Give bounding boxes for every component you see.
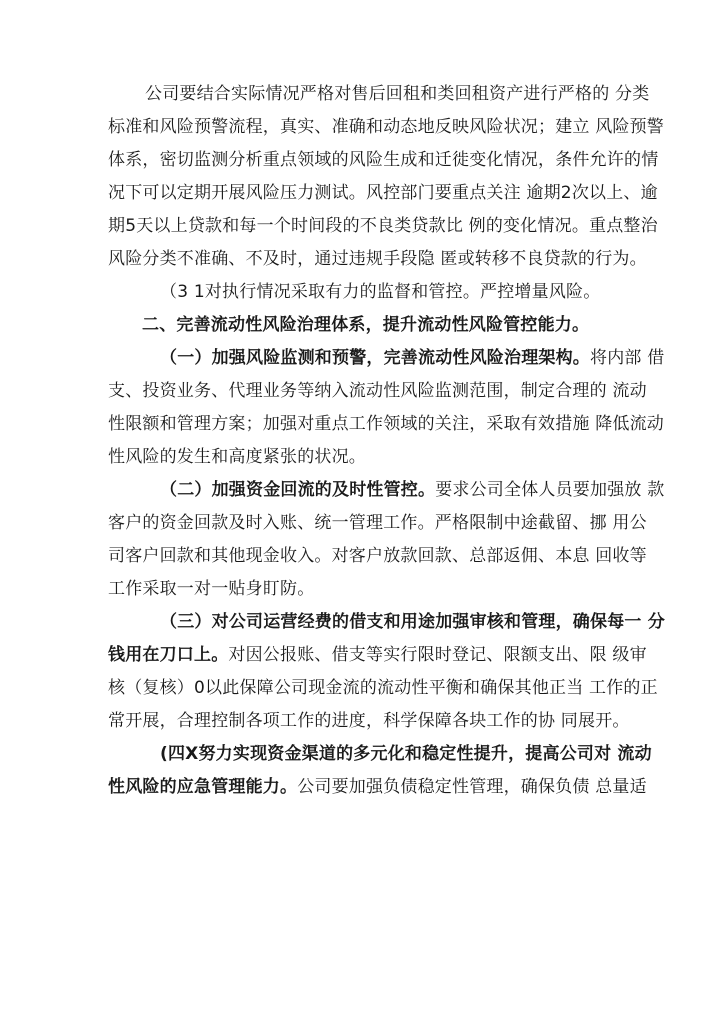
text-run: 标准和风险预警流程，真实、准确和动态地反映风险状况；建立 风险预警	[108, 117, 665, 137]
text-line	[108, 115, 665, 139]
text-line	[108, 148, 659, 172]
text-run-bold: （三）对公司运营经费的借支和用途加强审核和管理，确保每一 分	[160, 612, 665, 632]
text-line	[160, 346, 665, 370]
text-run: 性风险的发生和高度紧张的状况。	[108, 447, 366, 467]
text-run: 期5天以上贷款和每一个时间段的不良类贷款比 例的变化情况。重点整治	[108, 216, 658, 236]
text-line	[108, 709, 630, 733]
text-line	[108, 511, 647, 535]
text-line	[108, 247, 647, 271]
text-run: 公司要加强负债稳定性管理，确保负债 总量适	[297, 777, 647, 797]
text-run: 要求公司全体人员要加强放 款	[435, 480, 665, 500]
text-run: 公司要结合实际情况严格对售后回租和类回租资产进行严格的 分类	[145, 84, 650, 104]
text-line	[108, 379, 647, 403]
text-run: 常开展，合理控制各项工作的进度，科学保障各块工作的协 同展开。	[108, 711, 630, 731]
text-run-bold: 性风险的应急管理能力。	[108, 777, 298, 797]
text-run-bold: （二）加强资金回流的及时性管控。	[160, 480, 436, 500]
text-line	[108, 181, 658, 205]
text-line	[108, 577, 616, 601]
text-run: 况下可以定期开展风险压力测试。风控部门要重点关注 逾期2次以上、逾	[108, 183, 658, 203]
text-line	[108, 643, 647, 667]
text-line	[108, 445, 616, 469]
text-run: 核（复核）0以此保障公司现金流的流动性平衡和确保其他正当 工作的正	[108, 678, 658, 698]
text-run: 司客户回款和其他现金收入。对客户放款回款、总部返佣、本息 回收等	[108, 546, 647, 566]
text-line	[108, 214, 658, 238]
text-run: （3 1对执行情况采取有力的监督和管控。严控增量风险。	[160, 282, 601, 302]
text-line	[108, 412, 665, 436]
text-line	[160, 610, 665, 634]
text-run: 风险分类不准确、不及时，通过违规手段隐 匿或转移不良贷款的行为。	[108, 249, 647, 269]
text-line	[160, 742, 652, 766]
section-heading	[142, 313, 615, 337]
text-line	[108, 676, 658, 700]
text-run: 支、投资业务、代理业务等纳入流动性风险监测范围，制定合理的 流动	[108, 381, 647, 401]
text-run: 对因公报账、借支等实行限时登记、限额支出、限 级审	[228, 645, 647, 665]
text-run: 性限额和管理方案；加强对重点工作领域的关注，采取有效措施 降低流动	[108, 414, 665, 434]
text-run-bold: (四X努力实现资金渠道的多元化和稳定性提升，提高公司对 流动	[160, 744, 652, 764]
text-line	[160, 478, 665, 502]
text-run-bold: 钱用在刀口上。	[108, 645, 229, 665]
text-run: 体系，密切监测分析重点领域的风险生成和迁徙变化情况，条件允许的情	[108, 150, 659, 170]
text-line	[160, 280, 615, 304]
text-run: 客户的资金回款及时入账、统一管理工作。严格限制中途截留、挪 用公	[108, 513, 647, 533]
text-run: 将内部 借	[590, 348, 665, 368]
text-line	[108, 544, 647, 568]
text-line	[145, 82, 650, 106]
text-run-bold: 二、完善流动性风险治理体系，提升流动性风险管控能力。	[142, 315, 590, 335]
text-line	[108, 775, 647, 799]
text-run-bold: （一）加强风险监测和预警，完善流动性风险治理架构。	[160, 348, 590, 368]
text-run: 工作采取一对一贴身盯防。	[108, 579, 315, 599]
